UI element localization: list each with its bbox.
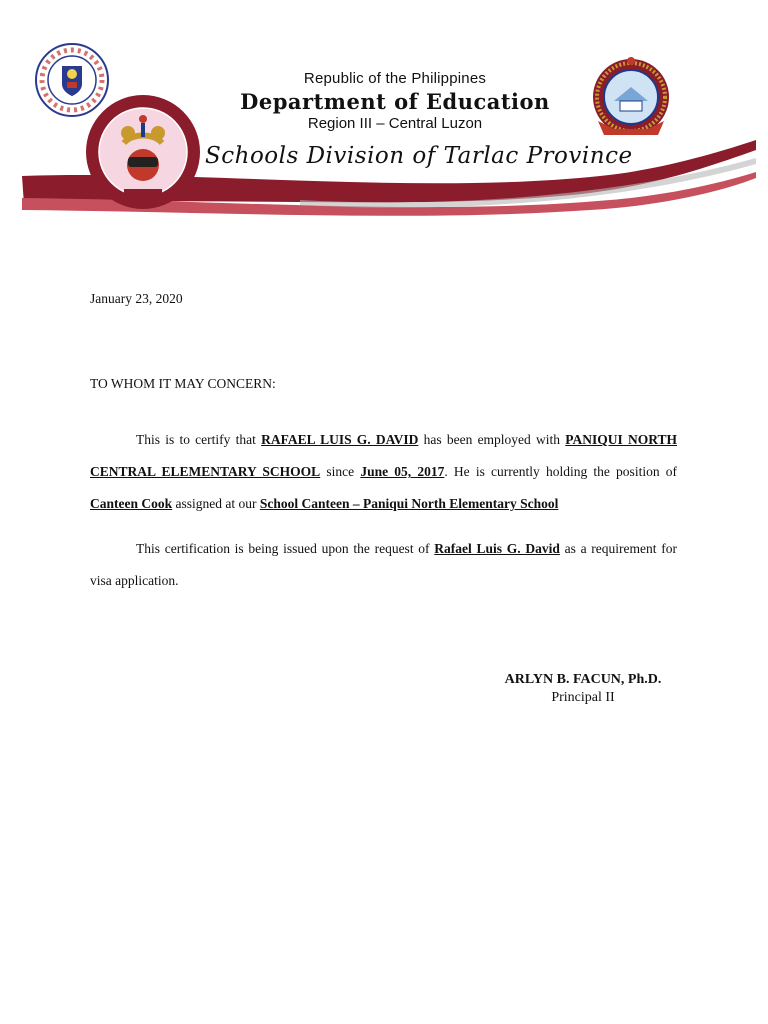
p1-text-2: has been employed with — [418, 432, 566, 447]
assignment-place: School Canteen – Paniqui North Elementary School — [259, 496, 559, 511]
school-name: PANIQUI NORTH CENTRAL ELEMENTARY SCHOOL — [90, 432, 678, 479]
sdo-tarlac-seal-logo — [84, 93, 202, 211]
p1-text-4: . He is currently holding the position of — [444, 464, 677, 479]
signatory-title: Principal II — [551, 690, 615, 705]
letterhead-title-block — [200, 70, 590, 132]
p1-text-1: This is to certify that — [136, 432, 262, 447]
p2-text-2: as a requirement for visa application. — [90, 541, 678, 588]
p1-text-3: since — [320, 464, 361, 479]
letter-date: January 23, 2020 — [90, 291, 183, 306]
certification-paragraph — [90, 424, 677, 520]
position-title: Canteen Cook — [90, 496, 173, 511]
start-date: June 05, 2017 — [360, 464, 445, 479]
school-seal-logo — [584, 55, 678, 143]
signature-block — [470, 672, 696, 706]
purpose-paragraph — [90, 533, 677, 597]
p1-text-5: assigned at our — [172, 496, 260, 511]
division-heading: Schools Division of Tarlac Province — [205, 143, 633, 169]
letterhead — [0, 0, 768, 230]
region-heading: Region III – Central Luzon — [307, 115, 483, 132]
p2-text-1: This certification is being issued upon the request of — [136, 541, 435, 556]
signatory-name: ARLYN B. FACUN, Ph.D. — [504, 672, 662, 687]
department-heading: Department of Education — [240, 89, 550, 114]
republic-heading: Republic of the Philippines — [303, 70, 487, 87]
salutation: TO WHOM IT MAY CONCERN: — [90, 376, 276, 391]
requester-name: Rafael Luis G. David — [434, 541, 560, 556]
employee-name: RAFAEL LUIS G. DAVID — [261, 432, 419, 447]
